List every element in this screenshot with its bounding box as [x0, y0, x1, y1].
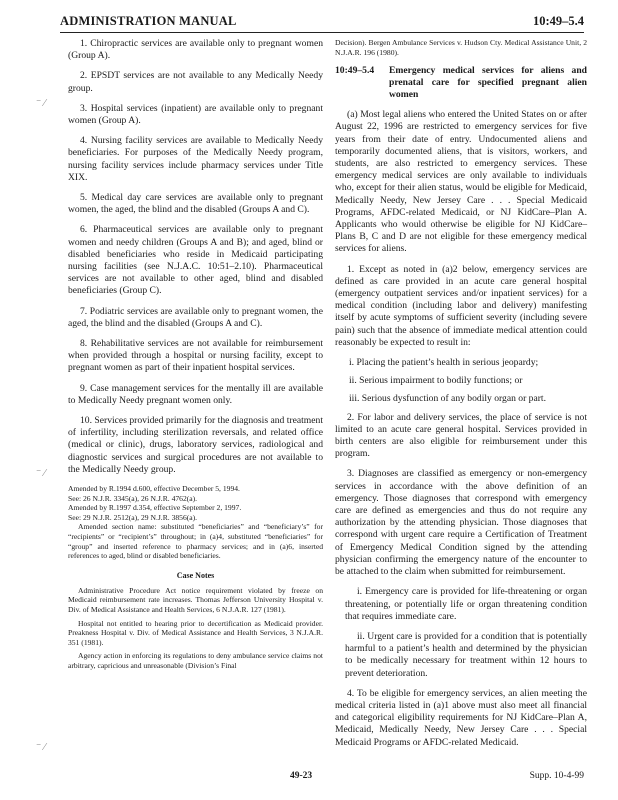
- case-note: Hospital not entitled to hearing prior to decertification as Medicaid provider. Preakness Hospital v. Div. of Medical Assistance and Health Services, 3 N.J.A.R. 351 (1981).: [68, 618, 323, 647]
- paragraph-2: 2. For labor and delivery services, the place of service is not limited to an acute care general hospital. Services provided in birth centers are also eligible for reimbursement under this program.: [335, 411, 587, 460]
- paragraph-3-i: i. Emergency care is provided for life-threatening or organ threatening, or potentially life or organ threatening condition that requires immediate care.: [345, 586, 587, 622]
- amendment-history: [68, 484, 323, 561]
- supplement-date: Supp. 10-4-99: [529, 771, 584, 781]
- paragraph-3: 3. Diagnoses are classified as emergency or non-emergency services in accordance with the above definition of an emergency. Those diagnoses that correspond with emergency care are defined as emergencies and thus do not require any authorization by the attending physician. Those diagnoses that correspond with urgent care require a Certification of Treatment of Emergency Medical Condition signed by the attending physician confirming the emergency nature of the encounter to be attached to the claim when submitted for reimbursement.: [335, 468, 587, 578]
- paragraph-3-ii: ii. Urgent care is provided for a condition that is potentially harmful to a patient’s health and determined by the physician to be medically necessary for treatment within 12 hours to prevent deterioration.: [345, 630, 587, 679]
- history-line: Amended by R.1997 d.354, effective September 2, 1997.: [68, 503, 242, 513]
- section-title: Emergency medical services for aliens and prenatal care for specified pregnant alien women: [389, 65, 587, 101]
- history-line: See: 26 N.J.R. 3345(a), 26 N.J.R. 4762(a).: [68, 493, 198, 503]
- list-item: 9. Case management services for the mentally ill are available to Medically Needy pregnant women only.: [68, 382, 323, 406]
- list-item: 8. Rehabilitative services are not available for reimbursement when provided through a hospital or nursing facility, except to pregnant women as part of their inpatient hospital services.: [68, 338, 323, 374]
- running-header: [60, 14, 584, 33]
- section-range: 10:49–5.4: [532, 14, 584, 28]
- list-item: 4. Nursing facility services are available to Medically Needy beneficiaries. For purposes of the Medically Needy program, nursing facility services include pharmacy services under Title XIX.: [68, 135, 323, 183]
- margin-mark: ⁻ ⁄: [36, 98, 46, 109]
- case-note: Agency action in enforcing its regulations to deny ambulance service claims not arbitrary, capricious and unreasonable (Division’s Final: [68, 651, 323, 670]
- paragraph-4: 4. To be eligible for emergency services, an alien meeting the medical criteria listed in (a)1 above must also meet all financial and categorical eligibility requirements for NJ KidCare–Plan A, Medicaid, Medically Needy, New Jersey Care . . . Special Medicaid Programs or AFDC-related Medicaid.: [335, 687, 587, 748]
- list-item: 1. Chiropractic services are available only to pregnant women (Group A).: [68, 38, 323, 62]
- history-line: Amended by R.1994 d.600, effective December 5, 1994.: [68, 484, 240, 494]
- margin-mark: ⁻ ⁄: [36, 468, 46, 479]
- list-item: ii. Serious impairment to bodily functions; or: [349, 375, 523, 387]
- section-heading: [335, 65, 587, 101]
- margin-mark: ⁻ ⁄: [36, 742, 46, 753]
- history-line: Amended section name: substituted “beneficiaries” and “beneficiary’s” for “recipients” or “recipient’s” throughout; in (a)4, substituted “beneficiaries” for “group” and inserted reference to pharmacy services; and in (a)6, inserted references to aged, blind or disabled beneficiaries.: [68, 522, 323, 561]
- case-note: Administrative Procedure Act notice requirement violated by freeze on Medicaid reimbursement rate increases. Thomas Jefferson University Hospital v. Div. of Medical Assistance and Health Services, 6 N.J.A.R. 127 (1981).: [68, 585, 323, 615]
- left-column: [68, 38, 323, 675]
- manual-title: ADMINISTRATION MANUAL: [60, 14, 237, 28]
- section-number: 10:49–5.4: [335, 65, 375, 77]
- right-column: [335, 38, 587, 757]
- list-item: 2. EPSDT services are not available to any Medically Needy group.: [68, 70, 323, 94]
- page-number: 49-23: [290, 771, 313, 781]
- case-note-continued: Decision). Bergen Ambulance Services v. Hudson Cty. Medical Assistance Unit, 2 N.J.A.R. 196 (1980).: [335, 38, 587, 57]
- list-item: 6. Pharmaceutical services are available only to pregnant women and needy children (Groups A and B); and aged, blind or disabled beneficiaries who reside in Medicaid participating nursing facilities (see N.J.A.C. 10:51–2.10). Pharmaceutical services are not available to other aged, blind and disabled beneficiaries (Group C).: [68, 224, 323, 297]
- case-notes-heading: Case Notes: [176, 570, 215, 580]
- list-item: 3. Hospital services (inpatient) are available only to pregnant women (Group A).: [68, 102, 323, 127]
- paragraph-1: 1. Except as noted in (a)2 below, emergency services are defined as care provided in an acute care general hospital (emergency outpatient services and/or inpatient services) for a medical condition (including labor and delivery) manifesting itself by acute symptoms of sufficient severity (including severe pain) such that the absence of immediate medical attention could reasonably be expected to result in:: [335, 263, 587, 348]
- list-item: 7. Podiatric services are available only to pregnant women, the aged, the blind and the disabled (Groups A and C).: [68, 305, 323, 329]
- history-line: See: 29 N.J.R. 2512(a), 29 N.J.R. 3856(a).: [68, 512, 198, 522]
- list-item: 5. Medical day care services are available only to pregnant women, the aged, the blind and the disabled (Groups A and C).: [68, 192, 323, 216]
- list-item: 10. Services provided primarily for the diagnosis and treatment of infertility, including sterilization reversals, and related office (medical or clinic), drugs, laboratory services, radiological and diagnostic services and surgical procedures are not available to the Medically Needy group.: [68, 415, 323, 475]
- list-item: i. Placing the patient’s health in serious jeopardy;: [349, 357, 539, 369]
- paragraph-a: (a) Most legal aliens who entered the United States on or after August 22, 1996 are restricted to emergency services for five years from their date of entry. Undocumented aliens and temporarily documented aliens, that is visitors, workers, and students, are also restricted to emergency services. These emergency medical services are only available to individuals who, except for their alien status, would be eligible for Medicaid, Medically Needy, New Jersey Care . . . Special Medicaid Programs, AFDC-related Medicaid, or NJ KidCare–Plan A. Applicants who would otherwise be eligible for NJ KidCare–Plans B, C and D are not eligible for these emergency medical services for aliens.: [335, 109, 587, 255]
- list-item: iii. Serious dysfunction of any bodily organ or part.: [349, 393, 546, 405]
